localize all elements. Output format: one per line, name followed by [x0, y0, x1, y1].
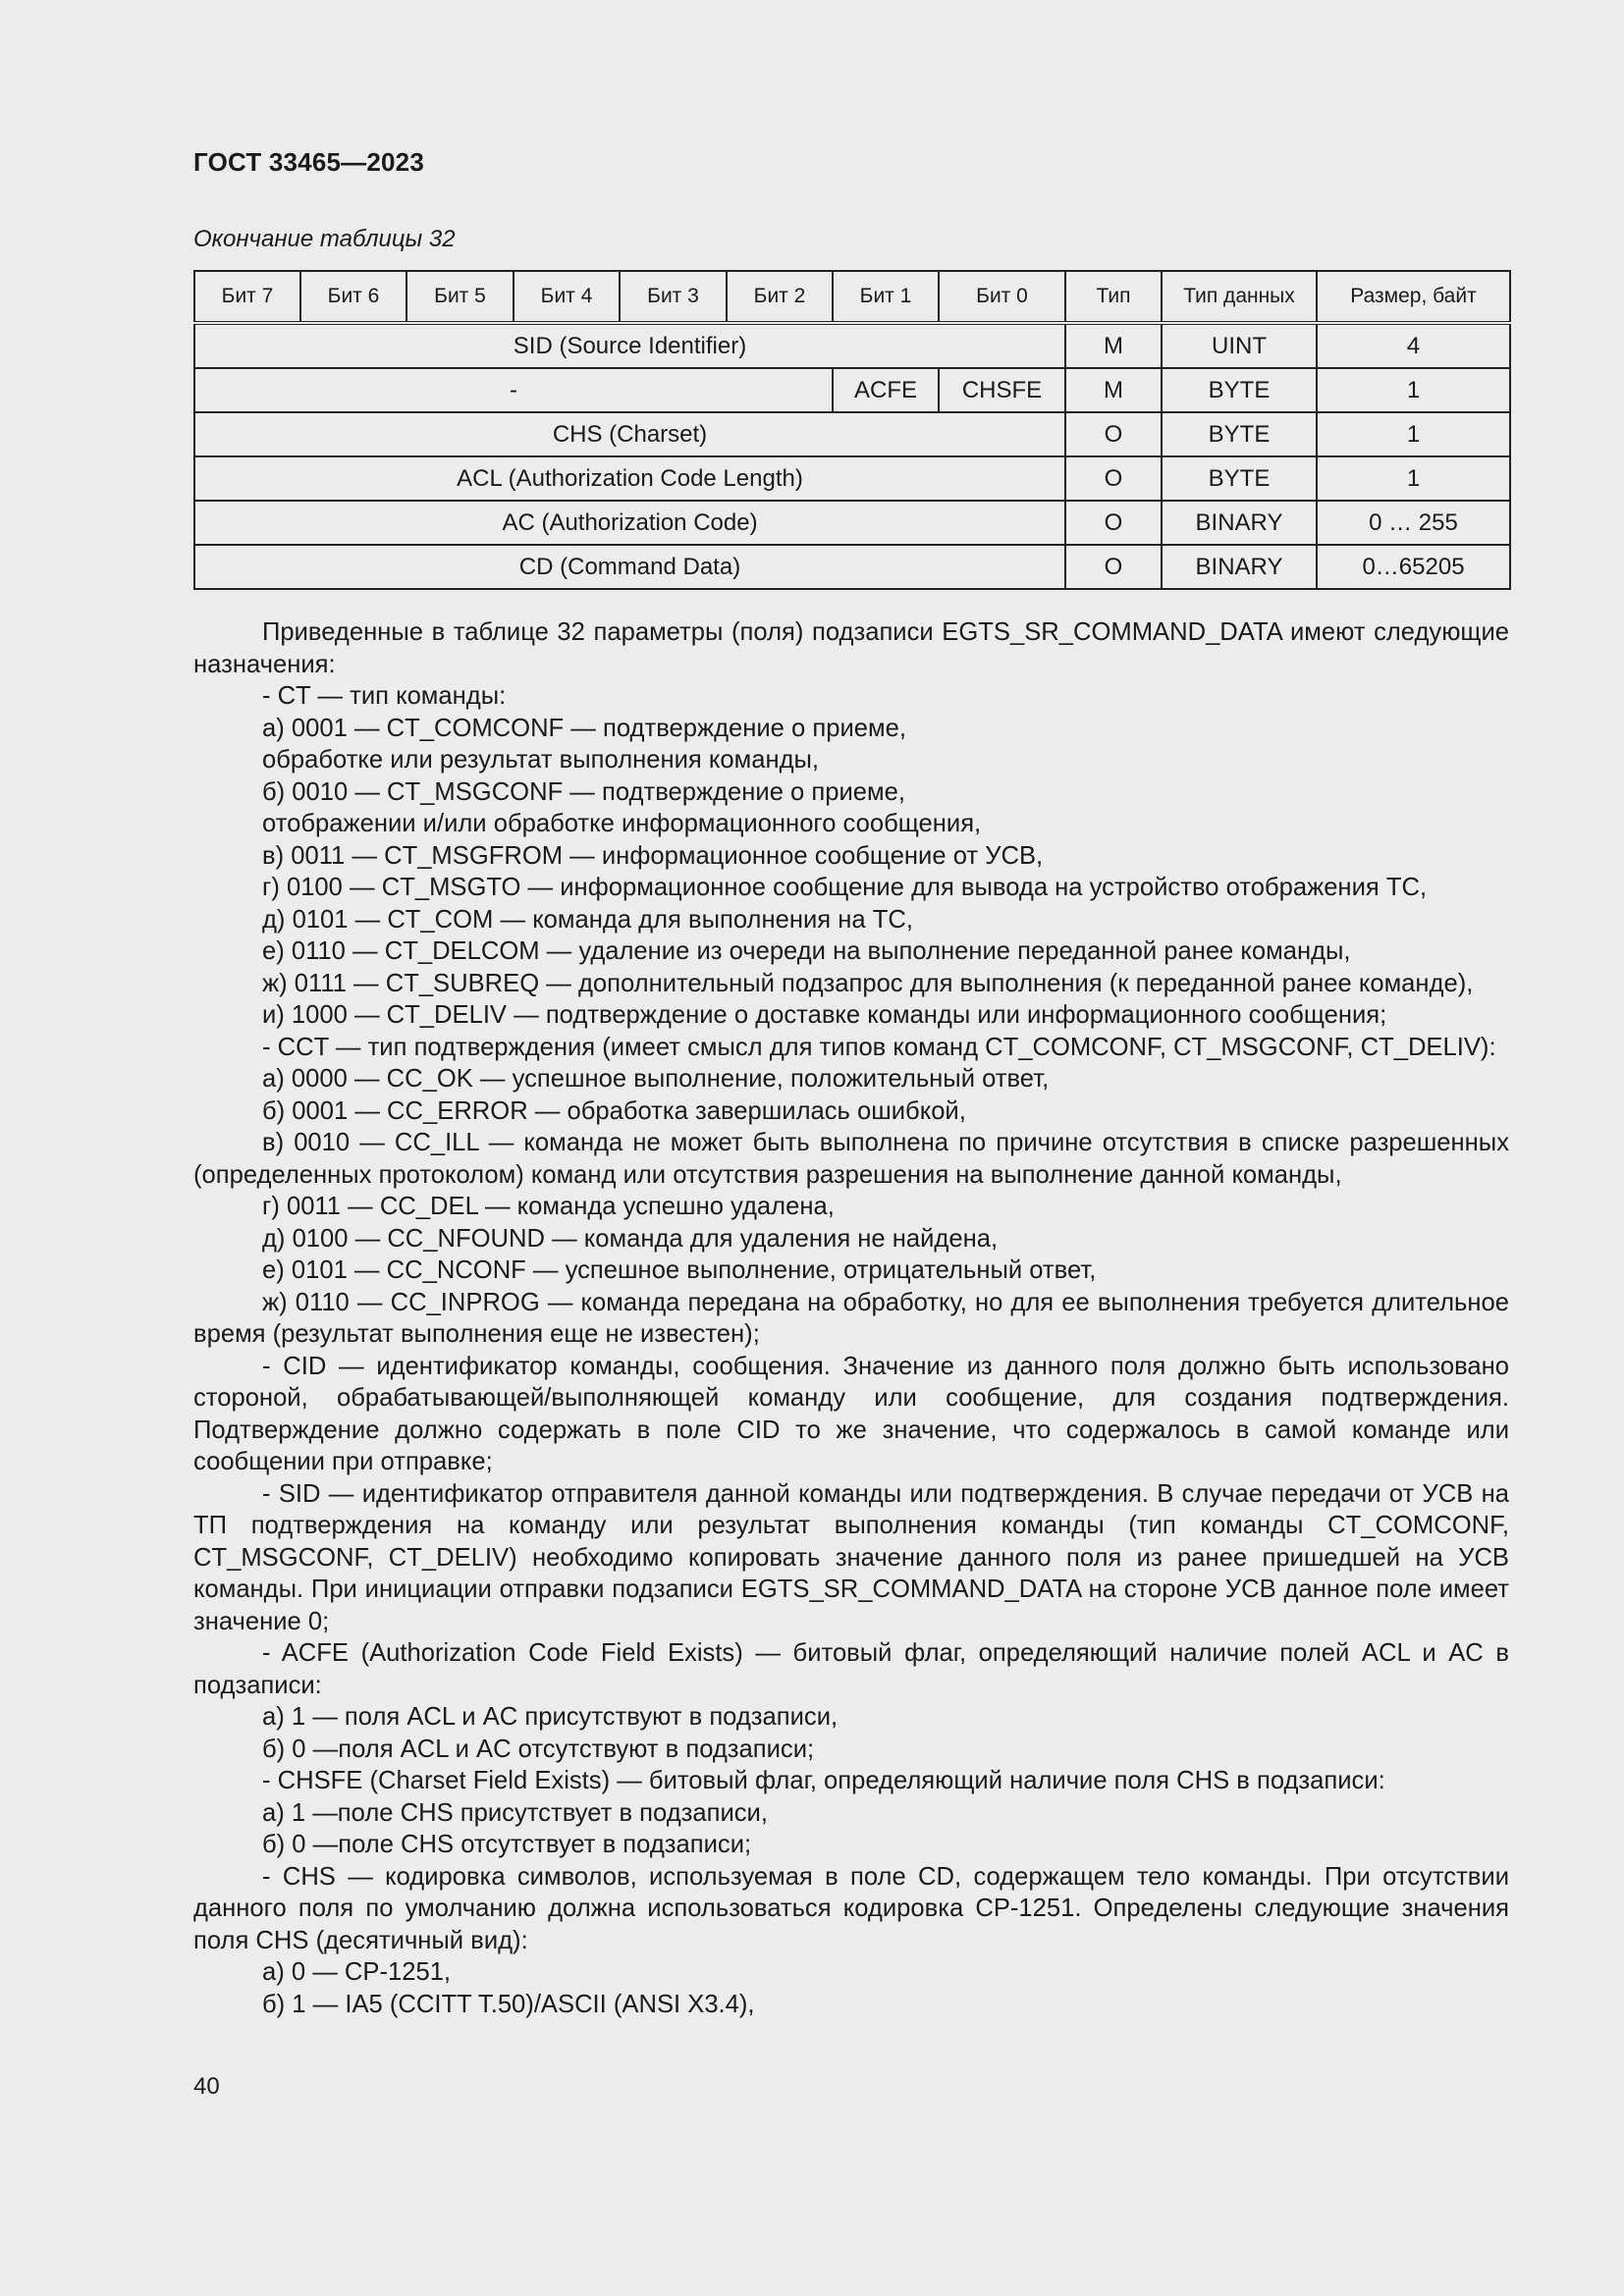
body-paragraph: - ACFE (Authorization Code Field Exists) — битовый флаг, определяющий наличие полей ACL и AC в подзаписи: [193, 1639, 1509, 1699]
body-paragraph: - CHS — кодировка символов, используемая в поле CD, содержащем тело команды. При отсутствии данного поля по умолчанию должна использоваться кодировка CP-1251. Определены следующие значения поля CHS (десятичный вид): [193, 1862, 1509, 1954]
body-paragraph: отображении и/или обработке информационного сообщения, [262, 810, 982, 837]
field-cell: AC (Authorization Code) [194, 501, 1065, 545]
size-cell: 4 [1317, 323, 1510, 368]
type-cell: M [1065, 368, 1162, 412]
column-header: Бит 1 [833, 271, 939, 323]
table-32 [193, 270, 1511, 590]
type-cell: O [1065, 545, 1162, 589]
data-type-cell: BYTE [1162, 368, 1317, 412]
column-header: Бит 3 [620, 271, 727, 323]
body-paragraph: д) 0100 — CC_NFOUND — команда для удаления не найдена, [262, 1224, 999, 1253]
body-paragraph: а) 0001 — CT_COMCONF — подтверждение о приеме, [262, 714, 906, 742]
field-cell: CHS (Charset) [194, 412, 1065, 456]
body-paragraph: в) 0010 — CC_ILL — команда не может быть выполнена по причине отсутствия в списке разрешенных (определенных протоколом) команд или отсутствия разрешения на выполнение данной команды, [193, 1129, 1509, 1189]
field-cell: CD (Command Data) [194, 545, 1065, 589]
body-paragraph: и) 1000 — CT_DELIV — подтверждение о доставке команды или информационного сообщения; [262, 1001, 1387, 1029]
data-type-cell: UINT [1162, 323, 1317, 368]
page-number: 40 [193, 2073, 220, 2100]
body-paragraph: - SID — идентификатор отправителя данной команды или подтверждения. В случае передачи от УСВ на ТП подтверждения на команду или результат выполнения команды (тип команды CT_COMCONF, CT_MSGCONF, CT_DELIV) необходимо копировать значение данного поля из ранее пришедшей на УСВ команды. При инициации отправки подзаписи EGTS_SR_COMMAND_DATA на стороне УСВ данное поле имеет значение 0; [193, 1479, 1509, 1635]
body-paragraph: е) 0101 — CC_NCONF — успешное выполнение, отрицательный ответ, [262, 1256, 1097, 1284]
table-row [194, 456, 1510, 501]
body-paragraph: г) 0011 — CC_DEL — команда успешно удалена, [262, 1193, 835, 1220]
field-cell: - [194, 368, 833, 412]
body-paragraph: - CHSFE (Charset Field Exists) — битовый флаг, определяющий наличие поля CHS в подзаписи: [262, 1767, 1385, 1794]
column-header: Бит 7 [194, 271, 300, 323]
field-cell: SID (Source Identifier) [194, 323, 1065, 368]
body-paragraph: б) 0001 — CC_ERROR — обработка завершилась ошибкой, [262, 1096, 966, 1125]
body-paragraph: д) 0101 — CT_COM — команда для выполнения на ТС, [262, 905, 913, 934]
table-caption: Окончание таблицы 32 [193, 226, 456, 252]
chsfe-cell: CHSFE [939, 368, 1065, 412]
type-cell: O [1065, 456, 1162, 501]
column-header: Тип данных [1162, 271, 1317, 323]
acfe-cell: ACFE [833, 368, 939, 412]
body-paragraph: б) 0 —поле CHS отсутствует в подзаписи; [262, 1831, 752, 1858]
column-header: Размер, байт [1317, 271, 1510, 323]
body-paragraph: а) 1 — поля ACL и AC присутствуют в подзаписи, [262, 1703, 839, 1731]
column-header: Бит 6 [300, 271, 406, 323]
table-header-row [194, 271, 1510, 323]
body-paragraph: в) 0011 — CT_MSGFROM — информационное сообщение от УСВ, [262, 841, 1044, 870]
column-header: Бит 5 [406, 271, 514, 323]
table-row [194, 368, 1510, 412]
body-paragraph: а) 0 — CP-1251, [262, 1958, 452, 1986]
body-paragraph: - CCT — тип подтверждения (имеет смысл для типов команд CT_COMCONF, CT_MSGCONF, CT_DELIV): [262, 1033, 1496, 1061]
body-paragraph: б) 0 —поля ACL и AC отсутствуют в подзаписи; [262, 1735, 815, 1763]
document-title: ГОСТ 33465—2023 [193, 147, 424, 177]
type-cell: O [1065, 412, 1162, 456]
column-header: Бит 2 [727, 271, 833, 323]
body-paragraph: а) 0000 — CC_OK — успешное выполнение, положительный ответ, [262, 1065, 1050, 1093]
data-type-cell: BYTE [1162, 412, 1317, 456]
size-cell: 1 [1317, 412, 1510, 456]
body-paragraph: б) 0010 — CT_MSGCONF — подтверждение о приеме, [262, 777, 905, 806]
body-paragraph: Приведенные в таблице 32 параметры (поля) подзаписи EGTS_SR_COMMAND_DATA имеют следующие назначения: [193, 618, 1509, 678]
data-type-cell: BYTE [1162, 456, 1317, 501]
size-cell: 0…65205 [1317, 545, 1510, 589]
column-header: Бит 0 [939, 271, 1065, 323]
body-paragraph: - CT — тип команды: [262, 682, 507, 710]
body-paragraph: г) 0100 — CT_MSGTO — информационное сообщение для вывода на устройство отображения ТС, [262, 874, 1428, 901]
table-row [194, 501, 1510, 545]
data-type-cell: BINARY [1162, 545, 1317, 589]
body-paragraph: ж) 0111 — CT_SUBREQ — дополнительный подзапрос для выполнения (к переданной ранее команде), [262, 969, 1474, 997]
body-text [193, 616, 1509, 2020]
size-cell: 1 [1317, 456, 1510, 501]
body-paragraph: а) 1 —поле CHS присутствует в подзаписи, [262, 1798, 768, 1827]
size-cell: 0 … 255 [1317, 501, 1510, 545]
table-row [194, 545, 1510, 589]
body-paragraph: обработке или результат выполнения команды, [262, 746, 820, 774]
column-header: Бит 4 [514, 271, 620, 323]
body-paragraph: - CID — идентификатор команды, сообщения. Значение из данного поля должно быть использовано стороной, обрабатывающей/выполняющей команду или сообщение, для создания подтверждения. Подтверждение должно содержать в поле CID то же значение, что содержалось в самой команде или сообщении при отправке; [193, 1352, 1509, 1475]
table-row [194, 323, 1510, 368]
data-type-cell: BINARY [1162, 501, 1317, 545]
column-header: Тип [1065, 271, 1162, 323]
type-cell: M [1065, 323, 1162, 368]
size-cell: 1 [1317, 368, 1510, 412]
field-cell: ACL (Authorization Code Length) [194, 456, 1065, 501]
body-paragraph: б) 1 — IA5 (CCITT T.50)/ASCII (ANSI X3.4), [262, 1990, 755, 2018]
body-paragraph: е) 0110 — CT_DELCOM — удаление из очереди на выполнение переданной ранее команды, [262, 937, 1351, 965]
table-row [194, 412, 1510, 456]
type-cell: O [1065, 501, 1162, 545]
body-paragraph: ж) 0110 — CC_INPROG — команда передана на обработку, но для ее выполнения требуется длительное время (результат выполнения еще не известен); [193, 1288, 1509, 1348]
